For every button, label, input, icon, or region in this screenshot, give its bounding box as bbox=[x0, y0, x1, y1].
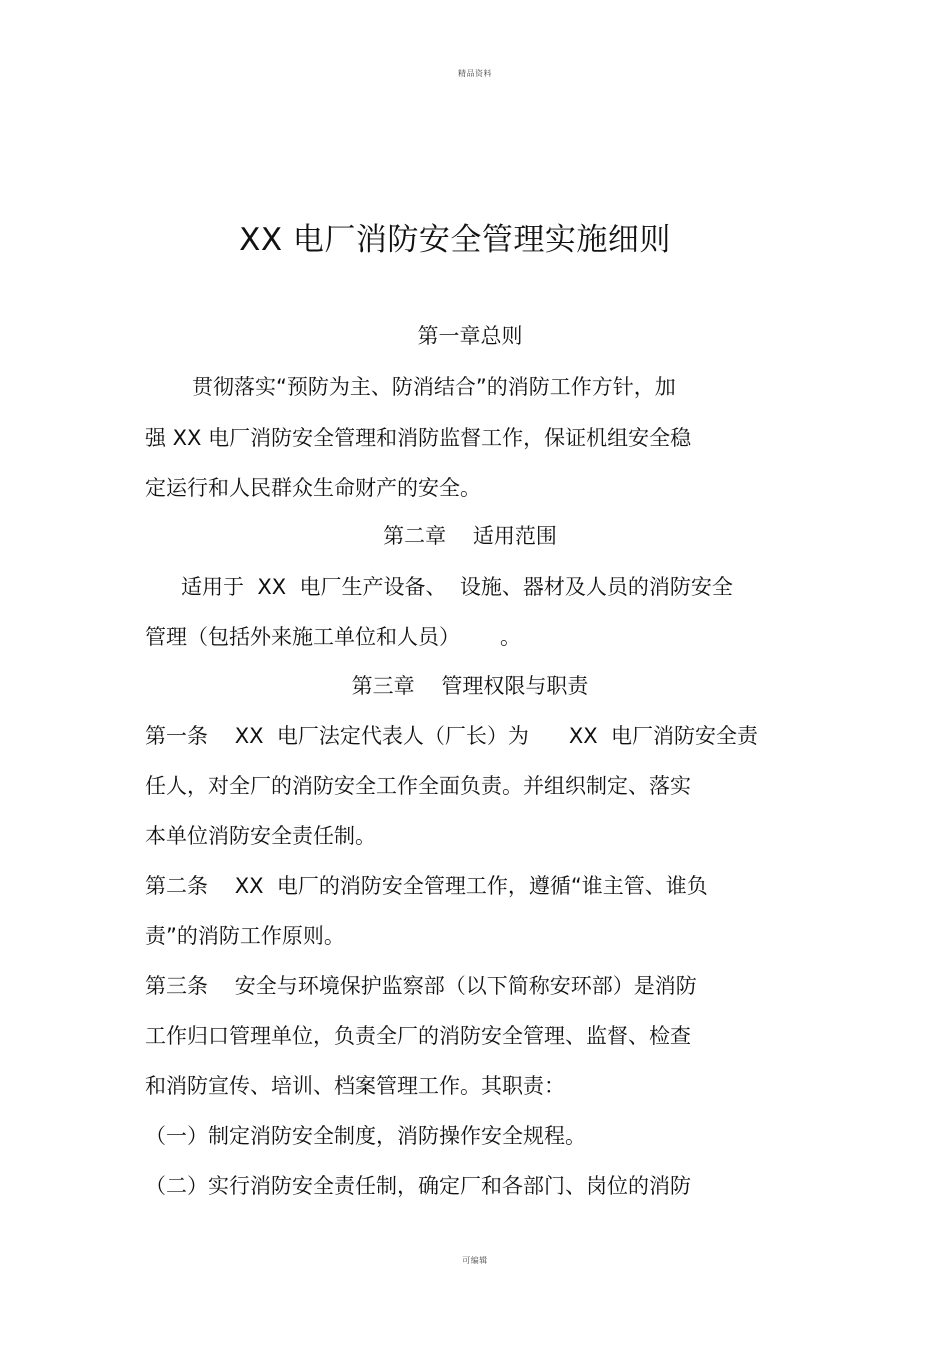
article-2-line: 责”的消防工作原则。 bbox=[145, 924, 345, 948]
header-note: 精品资料 bbox=[458, 69, 492, 78]
article-3-line: 第三条 安全与环境保护监察部（以下简称安环部）是消防 bbox=[145, 974, 697, 998]
article-3-line: 和消防宣传、培训、档案管理工作。其职责： bbox=[145, 1074, 565, 1098]
document-title: XX 电厂消防安全管理实施细则 bbox=[239, 222, 671, 258]
chapter-1-paragraph-line: 强 XX 电厂消防安全管理和消防监督工作，保证机组安全稳 bbox=[145, 426, 692, 450]
article-3-line: 工作归口管理单位，负责全厂的消防安全管理、监督、检查 bbox=[145, 1024, 691, 1048]
chapter-1-paragraph-line: 定运行和人民群众生命财产的安全。 bbox=[145, 476, 481, 500]
article-1-line: 本单位消防安全责任制。 bbox=[145, 824, 376, 848]
chapter-2-heading: 第二章 适用范围 bbox=[383, 524, 557, 548]
chapter-3-heading: 第三章 管理权限与职责 bbox=[351, 674, 589, 698]
chapter-2-paragraph-line: 适用于 XX 电厂生产设备、 设施、器材及人员的消防安全 bbox=[181, 575, 733, 599]
article-1-line: 任人，对全厂的消防安全工作全面负责。并组织制定、落实 bbox=[145, 774, 691, 798]
duty-item: （二）实行消防安全责任制，确定厂和各部门、岗位的消防 bbox=[145, 1174, 691, 1198]
chapter-1-paragraph-line: 贯彻落实“预防为主、防消结合”的消防工作方针，加 bbox=[192, 375, 676, 399]
chapter-2-paragraph-line: 管理（包括外来施工单位和人员） 。 bbox=[145, 625, 522, 649]
article-1-line: 第一条 XX 电厂法定代表人（厂长）为 XX 电厂消防安全责 bbox=[145, 724, 758, 748]
chapter-1-heading: 第一章总则 bbox=[417, 324, 523, 348]
duty-item: （一）制定消防安全制度，消防操作安全规程。 bbox=[145, 1124, 586, 1148]
article-2-line: 第二条 XX 电厂的消防安全管理工作，遵循“谁主管、谁负 bbox=[145, 874, 708, 898]
footer-note: 可编辑 bbox=[462, 1256, 488, 1265]
